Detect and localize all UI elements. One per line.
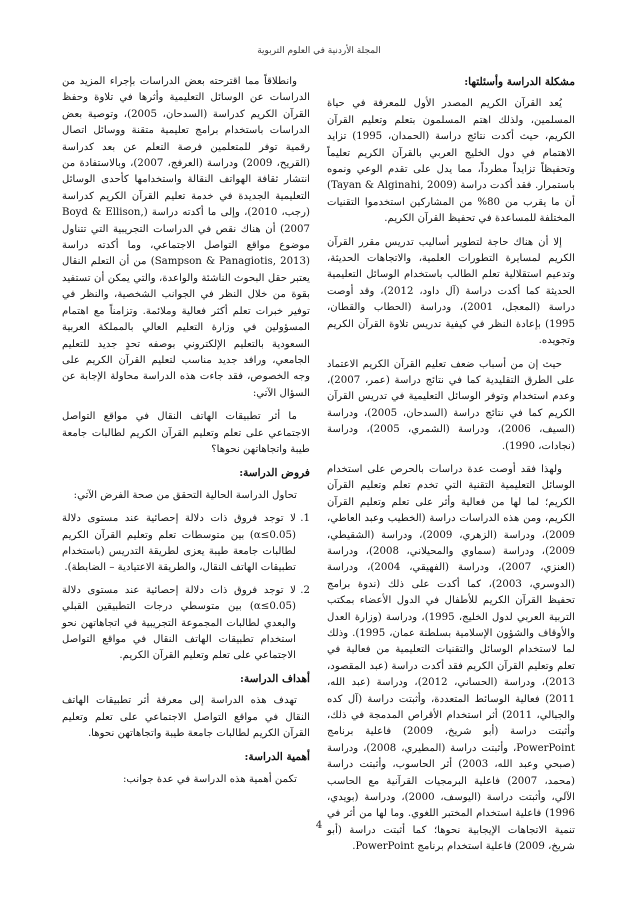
page-number: 4 bbox=[315, 820, 323, 831]
problem-paragraph-1: يُعد القرآن الكريم المصدر الأول للمعرفة في حياة المسلمين، ولذلك اهتم المسلمون بتعلم وتعليم القرآن الكريم، حيث أكدت نتائج دراسة (الحمدان، 1995) تزايد الاهتمام في دول الخليج العربي بالقرآن الكريم تعليماً وتحفيظاً تزايداً مطرداً، مما يدل على تقدم الوعي ونموه باستمرار. فقد أكدت دراسة (Tayan & Alginahi, 2009) أن ما يقرب من 80% من المشاركين استخدموا التقنيات المختلفة للمساعدة في تحفيظ القرآن الكريم. bbox=[327, 98, 575, 225]
hypothesis-number: 2. bbox=[300, 584, 310, 596]
problem-paragraph-3: حيث إن من أسباب ضعف تعليم القرآن الكريم الاعتماد على الطرق التقليدية كما في نتائج دراسة (عمر، 2007)، وعدم استخدام وتوفر الوسائل التعليمية في تدريس القرآن الكريم كما في نتائج دراسة (السدحان، 2005)، ودراسة (السيف، 2006)، ودراسة (الشمري، 2005)، ودراسة (نجادات، 1990). bbox=[327, 358, 575, 452]
objectives-heading: أهداف الدراسة: bbox=[240, 672, 310, 685]
running-header: المجلة الأردنية في العلوم التربوية bbox=[257, 46, 381, 56]
hypothesis-item bbox=[62, 511, 310, 577]
left-column bbox=[62, 74, 310, 795]
problem-heading: مشكلة الدراسة وأسئلتها: bbox=[464, 76, 575, 88]
hypotheses-heading: فروض الدراسة: bbox=[239, 467, 310, 480]
problem-paragraph-4: ولهذا فقد أوصت عدة دراسات بالحرص على استخدام الوسائل التعليمية التقنية التي تخدم تعلم وتعليم القرآن الكريم؛ لما لها من فعالية وأثر على تعلم وتعليم القرآن الكريم، ومن هذه الدراسات دراسة (الخطيب وعبد العاطي، 2009)، ودراسة (الزهري، 2009)، ودراسة (الشقيطي، 2009)، ودراسة (سماوي والمحيلاني، 2008)، ودراسة (العنزي، 2007)، ودراسة (الفهيقي، 2004)، ودراسة (الدوسري، 2003)، كما أكدت على ذلك (ندوة برامج تحفيظ القرآن الكريم للأطفال في الدول الأعضاء بمكتب التربية العربي لدول الخليج، 1995)، ودراسة (وزارة العدل والأوقاف والشؤون الإسلامية بسلطنة عمان، 1995). وذلك لما لاستخدام الوسائل والتقنيات التعليمية من فعالية في تعلم وتعليم القرآن الكريم فقد أكدت دراسة (عبد المقصود، 2013)، ودراسة (الحساني، 2012)، ودراسة (عبد الله، 2011) فعالية الوسائط المتعددة، وأثبتت دراسة (آل كده والجبالي، 2011) أثر استخدام الأقراص المدمجة في ذلك، وأثبتت دراسة (أبو شريخ، 2009) فاعلية برنامج PowerPoint، وأثبتت دراسة (المطيري، 2008)، ودراسة (صبحي وعبد الله، 2003) أثر الحاسوب، وأثبتت دراسة (محمد، 2007) فاعلية البرمجيات القرآنية مع الحاسب الآلي، وأثبتت دراسة (اليوسف، 2000)، ودراسة (بويدي، 1996) فاعلية استخدام المختبر اللغوي. وما لها من أثر في تنمية الاتجاهات الإيجابية نحوها؛ كما أثبتت دراسة (أبو شريخ، 2009) فاعلية استخدام برنامج PowerPoint. bbox=[327, 463, 576, 853]
right-column bbox=[327, 74, 575, 863]
importance-text: تكمن أهمية هذه الدراسة في عدة جوانب: bbox=[122, 773, 297, 785]
hypothesis-number: 1. bbox=[300, 513, 310, 525]
hypotheses-intro: تحاول الدراسة الحالية التحقق من صحة الفرض الآتي: bbox=[73, 489, 297, 501]
hypothesis-item bbox=[62, 583, 310, 665]
intro-paragraph: وانطلاقاً مما اقترحته بعض الدراسات بإجراء المزيد من الدراسات عن الوسائل التعليمية وأثرها في تلاوة وحفظ القرآن الكريم كدراسة (السدحان، 2005)، وتوصية بعض الدراسات باستخدام برامج تعليمية متقنة ووسائل اتصال رقمية توفر للمتعلمين فرصة التعلم عن بعد كدراسة (القريح، 2009) ودراسة (العرفج، 2007)، وبالاستفادة من انتشار ثقافة الهواتف النقالة واستخدامها كأحدى الوسائل التعليمية الجديدة في خدمة تعليم القرآن الكريم كدراسة (رجب، 2010)، وإلى ما أكدته دراسة (Boyd & Ellison, 2007) أن هناك نقص في الدراسات التجريبية التي تتناول موضوع مواقع التواصل الاجتماعي، وما أكدته دراسة (Sampson & Panagiotis, 2013) من أن التعلم النقال يعتبر حقل البحوث الناشئة والواعدة، والتي يمكن أن تستفيد بقوة من خلال النظر في الجوانب الشخصية، والنظر في توفير خبرات تعلم أكثر فعالية وملائمة. وتزامناً مع اهتمام المسؤولين في وزارة التعليم العالي بالمملكة العربية السعودية بالتعليم الإلكتروني بوصفه تحدٍ جديد للتعليم الجامعي، ورافد جديد مناسب لتعليم القرآن الكريم على وجه الخصوص، فقد جاءت هذه الدراسة محاولة الإجابة عن السؤال الآتي: bbox=[62, 76, 311, 399]
objectives-text: تهدف هذه الدراسة إلى معرفة أثر تطبيقات الهاتف النقال في مواقع التواصل الاجتماعي على تعلم وتعليم القرآن الكريم لطالبات جامعة طيبة واتجاهاتهن نحوها. bbox=[62, 695, 310, 740]
importance-heading: أهمية الدراسة: bbox=[244, 751, 310, 764]
hypothesis-text: لا توجد فروق ذات دلالة إحصائية عند مستوى دلالة (α≤0.05) بين متوسطي درجات التطبيقين القبلي والبعدي لطالبات المجموعة التجريبية في اتجاهاتهن نحو استخدام تطبيقات الهاتف النقال في مواقع التواصل الاجتماعي على تعلم وتعليم القرآن الكريم. bbox=[62, 584, 296, 662]
problem-paragraph-2: إلا أن هناك حاجة لتطوير أساليب تدريس مقرر القرآن الكريم لمسايرة التطورات العلمية، والاتجاهات الحديثة، وتدعيم استقلالية تعلم الطالب باستخدام الوسائل التعليمية الحديثة كما أكدت دراسة (آل داود، 2012)، وقد أوصت دراسة (المعجل، 2001)، ودراسة (الحطاب والقطان، 1995) بإعادة النظر في كيفية تدريس تلاوة القرآن الكريم وتجويده. bbox=[327, 236, 575, 347]
hypothesis-text: لا توجد فروق ذات دلالة إحصائية عند مستوى دلالة (α≤0.05) بين متوسطات تعلم وتعليم القرآن الكريم لطالبات جامعة طيبة يعزى لطريقة التدريس (باستخدام تطبيقات الهاتف النقال، والطريقة الاعتيادية – الضابطة). bbox=[62, 513, 296, 574]
research-question: ما أثر تطبيقات الهاتف النقال في مواقع التواصل الاجتماعي على تعلم وتعليم القرآن الكريم لطالبات جامعة طيبة واتجاهاتهن نحوها؟ bbox=[62, 411, 310, 455]
